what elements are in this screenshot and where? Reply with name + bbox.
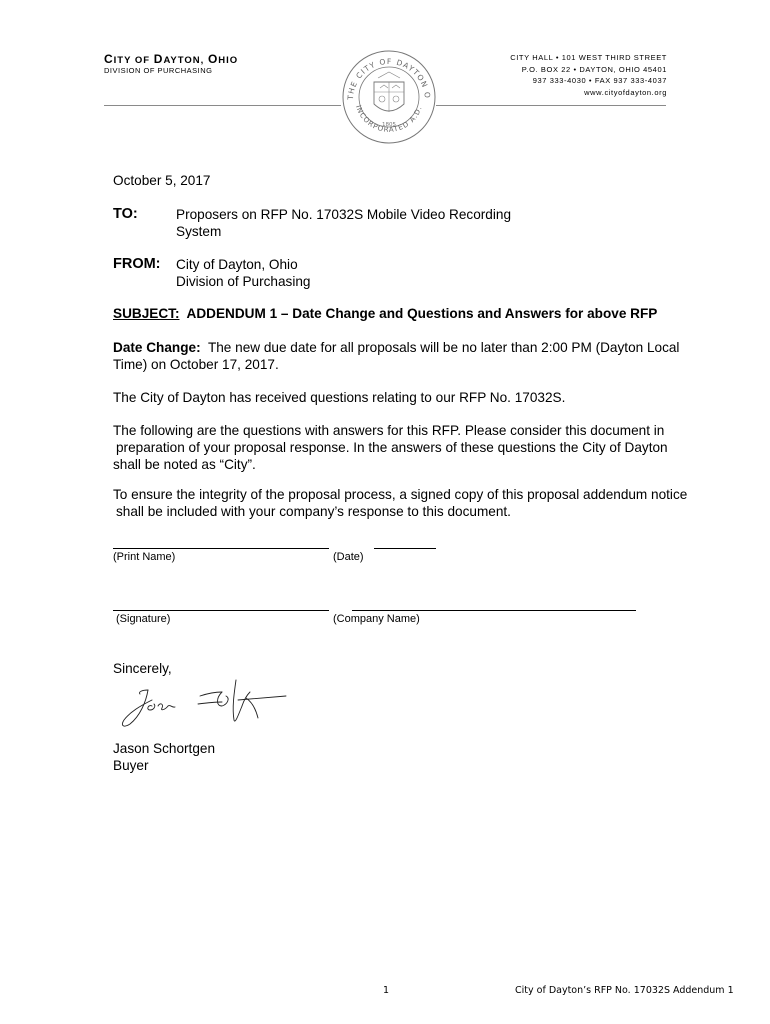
org-name: CITY OF DAYTON, OHIO: [104, 52, 239, 66]
header-rule-left: [104, 105, 341, 106]
paragraph-questions: The following are the questions with answers for this RFP. Please consider this document in preparation of your proposal response. In the answers of these questions the City of Dayton shall be noted as “City”.: [113, 423, 668, 472]
closing-salutation: Sincerely,: [113, 661, 172, 676]
date-label: (Date): [333, 551, 364, 563]
address-line: P.O. BOX 22 • DAYTON, OHIO 45401: [521, 64, 667, 74]
header-rule-right: [436, 105, 666, 106]
subject-line: [113, 305, 657, 322]
signature-icon: [118, 676, 288, 736]
address-block: [447, 52, 667, 98]
date-change-label: Date Change:: [113, 340, 201, 355]
handwritten-signature: [118, 676, 288, 736]
signature-line[interactable]: [113, 610, 329, 611]
seal-bottom-text: INCORPORATED A.D.: [354, 104, 424, 134]
signer-title: Buyer: [113, 758, 149, 773]
letter-date: October 5, 2017: [113, 173, 211, 188]
paragraph-integrity: To ensure the integrity of the proposal process, a signed copy of this proposal addendum notice shall be included with your company’s response to this document.: [113, 487, 688, 519]
print-name-line[interactable]: [113, 548, 329, 549]
city-seal: [340, 48, 438, 146]
website-link[interactable]: www.cityofdayton.org: [584, 87, 667, 97]
page-number: 1: [383, 985, 390, 996]
seal-top-text: THE CITY OF DAYTON O: [345, 56, 433, 101]
signer-block: [113, 740, 215, 774]
seal-icon: [340, 48, 438, 146]
to-label: TO:: [113, 206, 138, 222]
from-label: FROM:: [113, 256, 161, 272]
company-name-label: (Company Name): [333, 613, 420, 625]
subject-text: ADDENDUM 1 – Date Change and Questions and Answers for above RFP: [186, 306, 658, 321]
paragraph-intro: The City of Dayton has received questions relating to our RFP No. 17032S.: [113, 390, 566, 405]
from-sender: City of Dayton, Ohio Division of Purchasing: [176, 257, 311, 289]
address-line: 937 333-4030 • FAX 937 333-4037: [532, 76, 667, 85]
signer-name: Jason Schortgen: [113, 741, 216, 756]
date-change-paragraph: Date Change: The new due date for all proposals will be no later than 2:00 PM (Dayton Local Time) on October 17, 2017.: [113, 340, 680, 372]
division-name: DIVISION OF PURCHASING: [104, 66, 213, 75]
to-recipient: Proposers on RFP No. 17032S Mobile Video Recording System: [176, 207, 512, 239]
signature-label: (Signature): [116, 613, 171, 625]
company-name-line[interactable]: [352, 610, 636, 611]
print-name-label: (Print Name): [113, 551, 176, 563]
svg-text:THE CITY OF DAYTON OHIO: [340, 48, 432, 101]
seal-year: 1805: [382, 122, 396, 128]
date-line[interactable]: [374, 548, 436, 549]
footer-doc-ref: City of Dayton’s RFP No. 17032S Addendum 1: [515, 985, 734, 996]
address-line: CITY HALL • 101 WEST THIRD STREET: [510, 53, 667, 62]
subject-label: SUBJECT:: [113, 306, 180, 321]
